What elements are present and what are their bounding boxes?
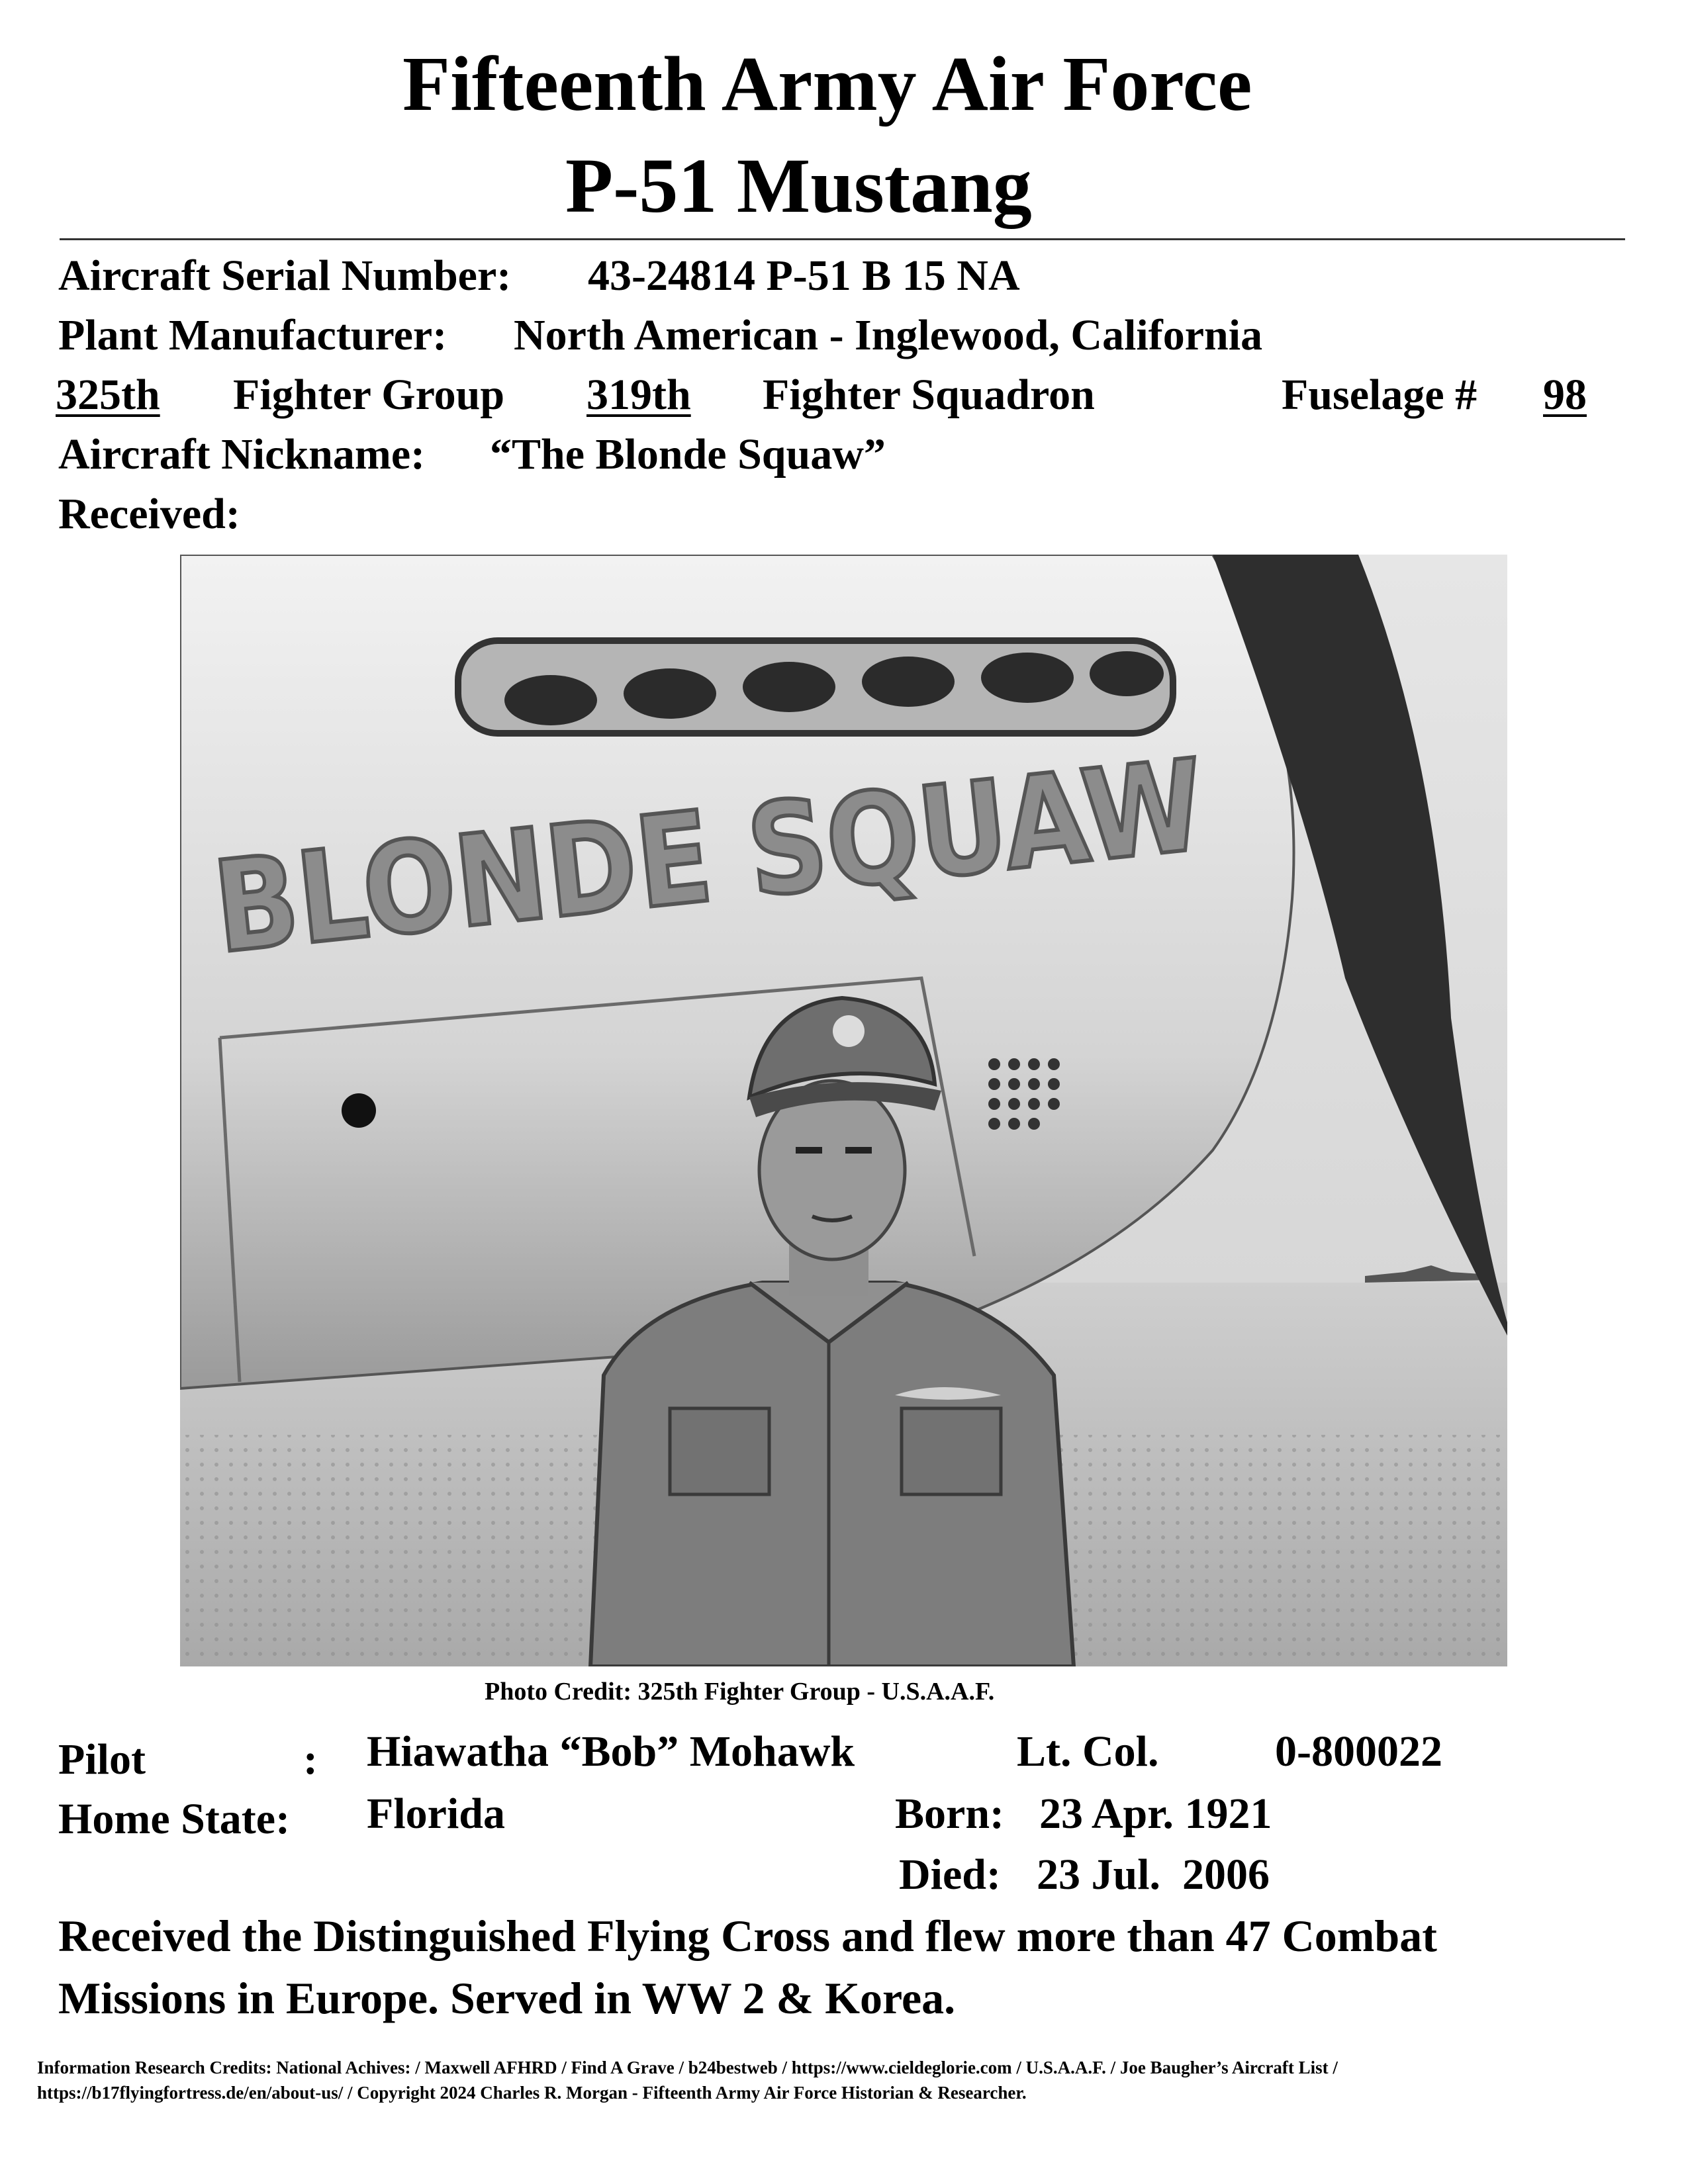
photo-credit: Photo Credit: 325th Fighter Group - U.S.A.A.F.: [485, 1678, 995, 1706]
serial-value: 43-24814 P-51 B 15 NA: [588, 251, 1020, 300]
fuselage-value: 98: [1543, 371, 1587, 419]
nose-art-text: BLONDE SQUAW: [207, 716, 1361, 981]
manufacturer-label: Plant Manufacturer:: [58, 311, 447, 359]
group-label: Fighter Group: [233, 371, 505, 419]
pilot-photo: [180, 555, 1507, 1666]
research-credits-line-2: https://b17flyingfortress.de/en/about-us/ / Copyright 2024 Charles R. Morgan - Fifteenth Army Air Force Historian & Researcher.: [37, 2083, 1027, 2103]
squadron-label: Fighter Squadron: [763, 371, 1095, 419]
pilot-label: Pilot: [58, 1735, 146, 1784]
nickname-value: “The Blonde Squaw”: [490, 430, 886, 478]
home-state: Florida: [367, 1790, 505, 1838]
born-date: 23 Apr. 1921: [1039, 1790, 1272, 1838]
page-subtitle: P-51 Mustang: [565, 142, 1032, 229]
research-credits-line-1: Information Research Credits: National Achives: / Maxwell AFHRD / Find A Grave / b24bestweb / https://www.cieldeglorie.com / U.S.A.A.F. / Joe Baugher’s Aircraft List /: [37, 2058, 1338, 2077]
service-number: 0-800022: [1275, 1727, 1442, 1776]
fuselage-label: Fuselage #: [1282, 371, 1477, 419]
group-number: 325th: [56, 371, 160, 419]
photo-illustration: [180, 555, 1507, 1666]
died-date: 23 Jul. 2006: [1037, 1850, 1270, 1899]
panel-hole: [342, 1093, 376, 1128]
pilot-name: Hiawatha “Bob” Mohawk: [367, 1727, 855, 1776]
died-label: Died:: [899, 1850, 1001, 1899]
squadron-number: 319th: [586, 371, 691, 419]
pilot-rank: Lt. Col.: [1017, 1727, 1159, 1776]
home-state-label: Home State:: [58, 1795, 291, 1843]
born-label: Born:: [895, 1790, 1004, 1838]
page-title: Fifteenth Army Air Force: [402, 40, 1252, 127]
manufacturer-value: North American - Inglewood, California: [514, 311, 1263, 359]
received-label: Received:: [58, 490, 240, 538]
pilot-colon: :: [303, 1735, 318, 1784]
nickname-label: Aircraft Nickname:: [58, 430, 426, 478]
summary-line-1: Received the Distinguished Flying Cross and flew more than 47 Combat: [58, 1911, 1437, 1961]
header-divider: [60, 238, 1625, 240]
summary-line-2: Missions in Europe. Served in WW 2 & Korea.: [58, 1973, 956, 2023]
serial-label: Aircraft Serial Number:: [58, 251, 512, 300]
